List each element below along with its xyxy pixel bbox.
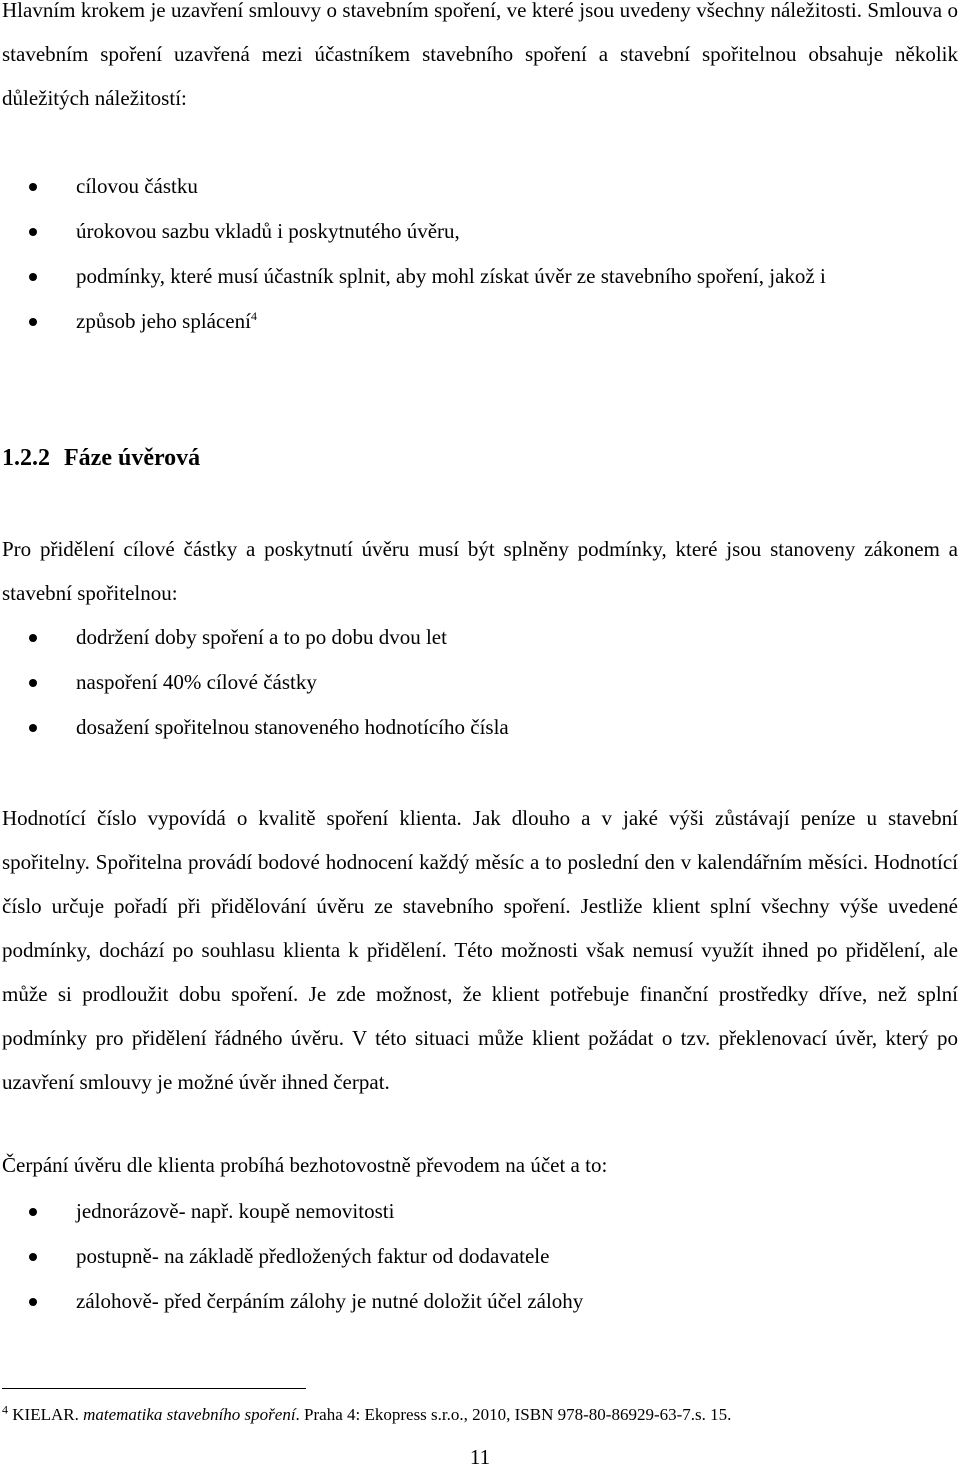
bullet-icon bbox=[29, 1298, 37, 1306]
section-heading bbox=[2, 436, 200, 480]
drawing-intro: Čerpání úvěru dle klienta probíhá bezhotovostně převodem na účet a to: bbox=[2, 1153, 608, 1177]
intro-paragraph: Hlavním krokem je uzavření smlouvy o stavebním spoření, ve které jsou uvedeny všechny náležitosti. Smlouva o stavebním spoření uzavřená mezi účastníkem stavebního spoření a stavební spořitelnou obsahuje několik důležitých náležitostí: bbox=[2, 0, 958, 110]
bullet-icon bbox=[29, 273, 37, 281]
bullet-icon bbox=[29, 679, 37, 687]
list-item-text: podmínky, které musí účastník splnit, aby mohl získat úvěr ze stavebního spoření, jakož i bbox=[76, 264, 826, 288]
list-item-text: dosažení spořitelnou stanoveného hodnotícího čísla bbox=[76, 715, 509, 739]
bullet-icon bbox=[29, 1208, 37, 1216]
bullet-icon bbox=[29, 634, 37, 642]
conditions-list bbox=[0, 615, 958, 750]
list-item bbox=[0, 615, 958, 660]
rating-paragraph: Hodnotící číslo vypovídá o kvalitě spoření klienta. Jak dlouho a v jaké výši zůstávají peníze u stavební spořitelny. Spořitelna provádí bodové hodnocení každý měsíc a to poslední den v kalendářním měsíci. Hodnotící číslo určuje pořadí při přidělování úvěru ze stavebního spoření. Jestliže klient splní všechny výše uvedené podmínky, dochází po souhlasu klienta k přidělení. Této možnosti však nemusí využít ihned po přidělení, ale může si prodloužit dobu spoření. Je zde možnost, že klient potřebuje finanční prostředky dříve, než splní podmínky pro přidělení řádného úvěru. V této situaci může klient požádat o tzv. překlenovací úvěr, který po uzavření smlouvy je možné úvěr ihned čerpat. bbox=[2, 806, 958, 1094]
drawing-methods-list bbox=[0, 1189, 958, 1324]
list-item bbox=[0, 254, 958, 299]
footnote-reference: 4 bbox=[250, 309, 257, 323]
list-item bbox=[0, 209, 958, 254]
list-item bbox=[0, 705, 958, 750]
conditions-intro: Pro přidělení cílové částky a poskytnutí úvěru musí být splněny podmínky, které jsou stanoveny zákonem a stavební spořitelnou: bbox=[2, 537, 958, 605]
bullet-icon bbox=[29, 228, 37, 236]
list-item-text: zálohově- před čerpáním zálohy je nutné doložit účel zálohy bbox=[76, 1289, 584, 1313]
list-item-text: dodržení doby spoření a to po dobu dvou let bbox=[76, 625, 447, 649]
page-number: 11 bbox=[469, 1445, 491, 1469]
list-item bbox=[0, 1279, 958, 1324]
list-item bbox=[0, 164, 958, 209]
list-item bbox=[0, 299, 958, 344]
footnote-divider bbox=[2, 1388, 306, 1389]
list-item-text: postupně- na základě předložených faktur od dodavatele bbox=[76, 1244, 550, 1268]
list-item-text: jednorázově- např. koupě nemovitosti bbox=[76, 1199, 395, 1223]
list-item-text: cílovou částku bbox=[76, 174, 198, 198]
bullet-icon bbox=[29, 318, 37, 326]
list-item bbox=[0, 1234, 958, 1279]
footnote-marker: 4 bbox=[2, 1402, 8, 1417]
list-item-text: úrokovou sazbu vkladů i poskytnutého úvěru, bbox=[76, 219, 460, 243]
list-item-text: naspoření 40% cílové částky bbox=[76, 670, 317, 694]
bullet-icon bbox=[29, 1253, 37, 1261]
bullet-icon bbox=[29, 724, 37, 732]
list-item bbox=[0, 660, 958, 705]
list-item-text: způsob jeho splácení bbox=[76, 309, 251, 333]
bullet-icon bbox=[29, 183, 37, 191]
section-number: 1.2.2 bbox=[2, 445, 50, 471]
section-title: Fáze úvěrová bbox=[64, 445, 201, 471]
footnote bbox=[2, 1403, 731, 1427]
footnote-publication: . Praha 4: Ekopress s.r.o., 2010, ISBN 978-80-86929-63-7.s. 15. bbox=[295, 1405, 732, 1424]
footnote-title: matematika stavebního spoření bbox=[83, 1405, 296, 1424]
footnote-author: KIELAR. bbox=[12, 1405, 79, 1424]
contract-items-list bbox=[0, 164, 958, 344]
list-item bbox=[0, 1189, 958, 1234]
